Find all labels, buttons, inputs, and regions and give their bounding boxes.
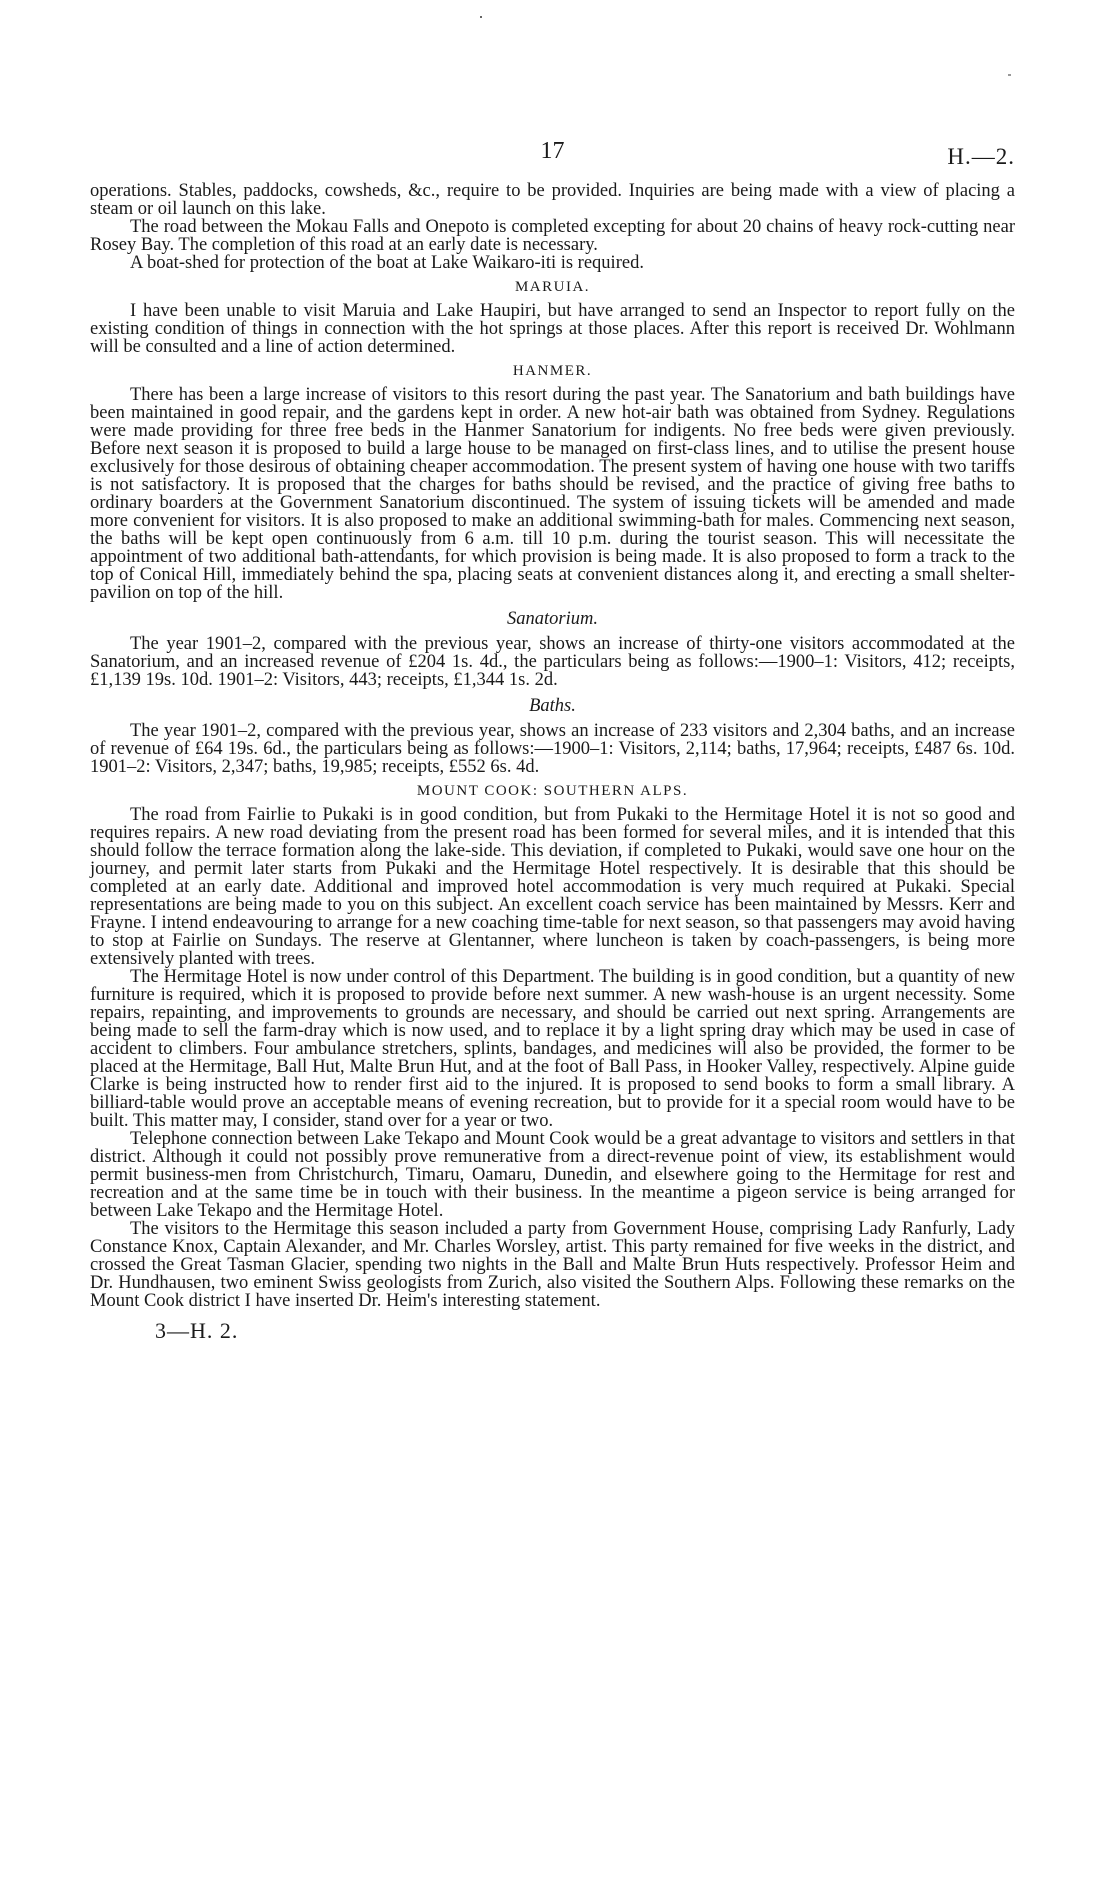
- body-paragraph: A boat-shed for protection of the boat at Lake Waikaro-iti is required.: [130, 253, 644, 273]
- body-paragraph: The year 1901–2, compared with the previous year, shows an increase of thirty-one visitors accommodated at the Sanatorium, and an increased revenue of £204 1s. 4d., the particulars being as follows:—1900–1: Visitors, 412; receipts, £1,139 19s. 10d. 1901–2: Visitors, 443; receipts, £1,344 1s. 2d.: [90, 634, 1015, 690]
- body-paragraph: I have been unable to visit Maruia and Lake Haupiri, but have arranged to send an Inspector to report fully on the existing condition of things in connection with the hot springs at those places. After this report is received Dr. Wohlmann will be consulted and a line of action determined.: [90, 301, 1015, 357]
- section-maruia: [90, 279, 1015, 356]
- footer-signature-ref: 3—H. 2.: [155, 1318, 239, 1343]
- sub-heading: Baths.: [529, 696, 576, 716]
- section-sanatorium: [90, 609, 1015, 689]
- section-heading: MARUIA.: [514, 279, 591, 295]
- section-lake-waikaremoana-continued: [90, 182, 1015, 272]
- page-number: 17: [540, 138, 565, 164]
- body-paragraph: The year 1901–2, compared with the previous year, shows an increase of 233 visitors and 2,304 baths, and an increase of revenue of £64 19s. 6d., the particulars being as follows:—1900–1: Visitors, 2,114; baths, 17,964; receipts, £487 6s. 10d. 1901–2: Visitors, 2,347; baths, 19,985; receipts, £552 6s. 4d.: [90, 721, 1015, 777]
- scan-speck: [1008, 74, 1011, 76]
- body-paragraph: Telephone connection between Lake Tekapo and Mount Cook would be a great advantage to visitors and settlers in that district. Although it could not possibly prove remunerative from a direct-revenue point of view, its establishment would permit business-men from Christchurch, Timaru, Oamaru, Dunedin, and elsewhere going to the Hermitage for rest and recreation and at the same time be in touch with their business. In the meantime a pigeon service is being arranged for between Lake Tekapo and the Hermitage Hotel.: [90, 1129, 1015, 1221]
- section-baths: [90, 696, 1015, 776]
- body-paragraph: There has been a large increase of visitors to this resort during the past year. The Sanatorium and bath buildings have been maintained in good repair, and the gardens kept in order. A new hot-air bath was obtained from Sydney. Regulations were made providing for three free beds in the Hanmer Sanatorium for indigents. No free beds were given previously. Before next season it is proposed to build a large house to be managed on first-class lines, and to utilise the present house exclusively for those desirous of obtaining cheaper accommodation. The present system of having one house with two tariffs is not satisfactory. It is proposed that the charges for baths should be revised, and the practice of giving free baths to ordinary boarders at the Government Sanatorium discontinued. The system of issuing tickets will be amended and made more convenient for visitors. It is also proposed to make an additional swimming-bath for males. Commencing next season, the baths will be kept open continuously from 6 a.m. till 10 p.m. during the tourist season. This will necessitate the appointment of two additional bath-attendants, for which provision is being made. It is also proposed to form a track to the top of Conical Hill, immediately behind the spa, placing seats at convenient distances along it, and erecting a small shelter-pavilion on top of the hill.: [90, 385, 1015, 603]
- body-paragraph: The visitors to the Hermitage this season included a party from Government House, comprising Lady Ranfurly, Lady Constance Knox, Captain Alexander, and Mr. Charles Worsley, artist. This party remained for five weeks in the district, and crossed the Great Tasman Glacier, spending two nights in the Ball and Malte Brun Huts respectively. Professor Heim and Dr. Hundhausen, two eminent Swiss geologists from Zurich, also visited the Southern Alps. Following these remarks on the Mount Cook district I have inserted Dr. Heim's interesting statement.: [90, 1219, 1015, 1311]
- document-reference: H.—2.: [947, 144, 1015, 169]
- section-hanmer: [90, 363, 1015, 602]
- section-mount-cook: [90, 783, 1015, 1310]
- body-paragraph: operations. Stables, paddocks, cowsheds, &c., require to be provided. Inquiries are being made with a view of placing a steam or oil launch on this lake.: [90, 181, 1015, 219]
- document-page: [90, 130, 1015, 1344]
- page-header: [90, 130, 1015, 182]
- section-heading: MOUNT COOK: SOUTHERN ALPS.: [416, 783, 689, 799]
- body-paragraph: The road between the Mokau Falls and Onepoto is completed excepting for about 20 chains of heavy rock-cutting near Rosey Bay. The completion of this road at an early date is necessary.: [90, 217, 1015, 255]
- sub-heading: Sanatorium.: [507, 609, 598, 629]
- body-paragraph: The road from Fairlie to Pukaki is in good condition, but from Pukaki to the Hermitage Hotel it is not so good and requires repairs. A new road deviating from the present road has been formed for several miles, and it is intended that this should follow the terrace formation along the lake-side. This deviation, if completed to Pukaki, would save one hour on the journey, and permit later starts from Pukaki and the Hermitage Hotel respectively. It is desirable that this should be completed at an early date. Additional and improved hotel accommodation is very much required at Pukaki. Special representations are being made to you on this subject. An excellent coach service has been maintained by Messrs. Kerr and Frayne. I intend endeavouring to arrange for a new coaching time-table for next season, so that passengers may avoid having to stop at Fairlie on Sundays. The reserve at Glentanner, where luncheon is taken by coach-passengers, is being more extensively planted with trees.: [90, 805, 1015, 969]
- scan-speck: [480, 16, 482, 18]
- section-heading: HANMER.: [512, 363, 593, 379]
- body-paragraph: The Hermitage Hotel is now under control of this Department. The building is in good condition, but a quantity of new furniture is required, which it is proposed to provide before next summer. A new wash-house is an urgent necessity. Some repairs, repainting, and improvements to grounds are necessary, and should be carried out next spring. Arrangements are being made to sell the farm-dray which is now used, and to replace it by a light spring dray which may be used in case of accident to climbers. Four ambulance stretchers, splints, bandages, and medicines will also be provided, the former to be placed at the Hermitage, Ball Hut, Malte Brun Hut, and at the foot of Ball Pass, in Hooker Valley, respectively. Alpine guide Clarke is being instructed how to render first aid to the injured. It is proposed to send books to form a small library. A billiard-table would prove an acceptable means of evening recreation, but to provide for it a special room would have to be built. This matter may, I consider, stand over for a year or two.: [90, 967, 1015, 1131]
